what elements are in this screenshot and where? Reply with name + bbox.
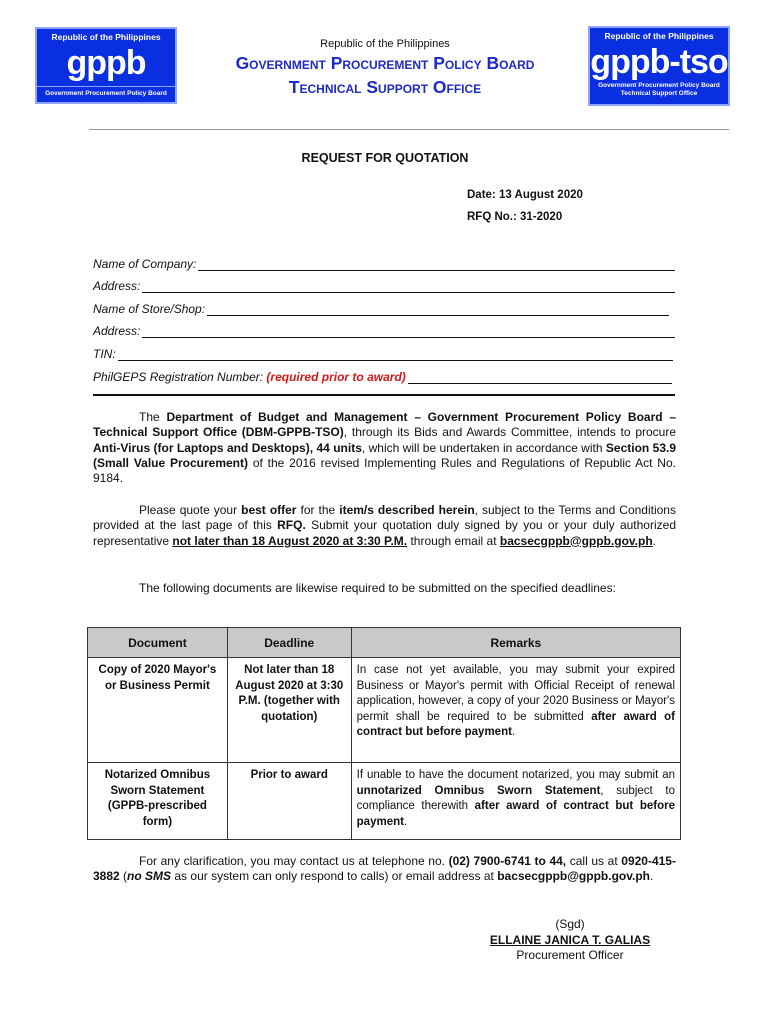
column-header-deadline: Deadline: [227, 628, 351, 658]
signatory-position: Procurement Officer: [516, 948, 624, 962]
paragraph-intro: The Department of Budget and Management – Government Procurement Policy Board – Technical Support Office (DBM-GPPB-TSO), through its Bids and Awards Committee, intends to procure Anti-Virus (for Laptops and Desktops), 44 units, which will be undertaken in accordance with Section 53.9 (Small Value Procurement) of the 2016 revised Implementing Rules and Regulations of Republic Act No. 9184.: [93, 410, 677, 486]
mobile-number: 0920-415-3882: [93, 854, 676, 884]
document-cell: Notarized Omnibus Sworn Statement (GPPB-prescribed form): [88, 763, 228, 840]
paragraph-documents-required: The following documents are likewise required to be submitted on the specified deadlines:: [139, 581, 616, 595]
tin-field[interactable]: [93, 347, 675, 361]
logo-right-mark: gppb-tso: [590, 43, 728, 81]
philgeps-required-note: (required prior to award): [266, 370, 406, 384]
table-row: [88, 763, 681, 840]
header-republic: Republic of the Philippines: [320, 38, 450, 50]
remarks-cell: If unable to have the document notarized, you may submit an unnotarized Omnibus Sworn Statement, subject to compliance therewith after award of contract but before payment.: [351, 763, 680, 840]
table-row: [88, 658, 681, 763]
remarks-cell: In case not yet available, you may submit your expired Business or Mayor's permit with Official Receipt of renewal application, however, a copy of your 2020 Business or Mayor's permit shall be required to be submitted after award of contract but before payment.: [351, 658, 680, 763]
paragraph-contact: For any clarification, you may contact us at telephone no. (02) 7900-6741 to 44, call us at 0920-415-3882 (no SMS as our system can only respond to calls) or email address at bacsecgppb@gppb.gov.ph.: [93, 854, 676, 884]
column-header-document: Document: [88, 628, 228, 658]
company-name-field[interactable]: [93, 257, 675, 271]
bac-email-link[interactable]: bacsecgppb@gppb.gov.ph: [499, 533, 653, 548]
philgeps-label: PhilGEPS Registration Number: (required prior to award): [93, 370, 406, 384]
column-header-remarks: Remarks: [351, 628, 680, 658]
document-cell: Copy of 2020 Mayor's or Business Permit: [88, 658, 228, 763]
header-divider: [89, 129, 729, 130]
company-name-blank[interactable]: [198, 259, 675, 271]
documents-table: [87, 627, 681, 840]
signatory-name: ELLAINE JANICA T. GALIAS: [489, 933, 651, 947]
telephone-number: (02) 7900-6741 to 44,: [448, 854, 567, 868]
form-divider: [93, 394, 675, 396]
store-name-field[interactable]: [93, 302, 675, 316]
store-address-field[interactable]: [93, 324, 675, 338]
paragraph-quotation-instructions: Please quote your best offer for the item/s described herein, subject to the Terms and Conditions provided at the last page of this RFQ. Submit your quotation duly signed by you or your duly authorized representative not later than 18 August 2020 at 3:30 P.M. through email at bacsecgppb@gppb.gov.ph.: [93, 503, 676, 548]
contact-email[interactable]: bacsecgppb@gppb.gov.ph: [497, 869, 651, 884]
logo-left-top-text: Republic of the Philippines: [51, 32, 161, 42]
store-address-blank[interactable]: [142, 326, 675, 338]
signature-sgd: (Sgd): [555, 917, 585, 931]
store-address-label: Address:: [93, 324, 141, 338]
table-header-row: [88, 628, 681, 658]
philgeps-field[interactable]: [93, 370, 675, 384]
philgeps-blank[interactable]: [408, 372, 672, 384]
rfq-number: RFQ No.: 31-2020: [467, 211, 563, 223]
logo-left-mark: gppb: [66, 44, 146, 82]
tin-blank[interactable]: [118, 349, 673, 361]
logo-right-top-text: Republic of the Philippines: [604, 31, 714, 41]
header-agency-name: Government Procurement Policy Board: [235, 53, 535, 73]
store-name-blank[interactable]: [207, 304, 669, 316]
company-name-label: Name of Company:: [93, 257, 197, 271]
company-address-blank[interactable]: [142, 281, 675, 293]
rfq-date: Date: 13 August 2020: [467, 189, 583, 201]
logo-right-bottom-text-2: Technical Support Office: [620, 89, 698, 97]
logo-left-bottom-text: Government Procurement Policy Board: [37, 86, 175, 98]
deadline-cell: Not later than 18 August 2020 at 3:30 P.M. (together with quotation): [227, 658, 351, 763]
logo-right-bottom-text-1: Government Procurement Policy Board: [598, 82, 720, 89]
document-title: REQUEST FOR QUOTATION: [301, 151, 469, 165]
store-name-label: Name of Store/Shop:: [93, 302, 206, 316]
header-office-name: Technical Support Office: [288, 77, 482, 97]
tin-label: TIN:: [93, 347, 116, 361]
deadline-cell: Prior to award: [227, 763, 351, 840]
company-address-field[interactable]: [93, 279, 675, 293]
company-address-label: Address:: [93, 279, 141, 293]
